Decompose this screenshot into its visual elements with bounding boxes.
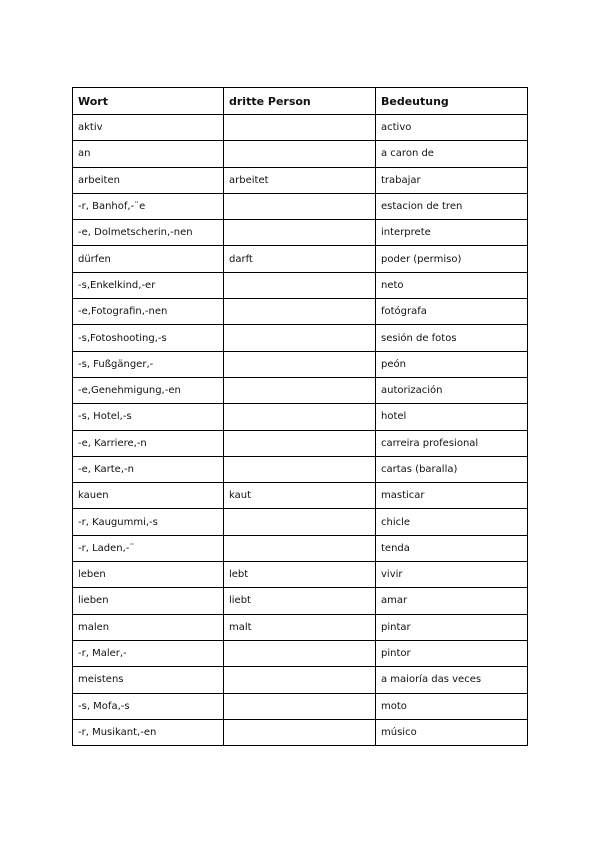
cell-wort: arbeiten (73, 167, 224, 193)
vocabulary-table (72, 87, 528, 746)
cell-dritte-person (224, 299, 376, 325)
cell-bedeutung: fotógrafa (376, 299, 528, 325)
cell-bedeutung: peón (376, 351, 528, 377)
cell-wort: -s, Hotel,-s (73, 404, 224, 430)
cell-dritte-person (224, 115, 376, 141)
cell-bedeutung: autorización (376, 377, 528, 403)
cell-dritte-person: kaut (224, 483, 376, 509)
cell-dritte-person (224, 404, 376, 430)
cell-dritte-person (224, 325, 376, 351)
cell-wort: aktiv (73, 115, 224, 141)
cell-dritte-person (224, 141, 376, 167)
cell-dritte-person: liebt (224, 588, 376, 614)
cell-dritte-person: lebt (224, 562, 376, 588)
cell-bedeutung: estacion de tren (376, 193, 528, 219)
cell-wort: leben (73, 562, 224, 588)
header-wort: Wort (73, 88, 224, 115)
cell-dritte-person (224, 430, 376, 456)
table-row (73, 351, 528, 377)
header-bedeutung: Bedeutung (376, 88, 528, 115)
table-row (73, 141, 528, 167)
cell-wort: -s,Enkelkind,-er (73, 272, 224, 298)
table-row (73, 562, 528, 588)
cell-wort: -s,Fotoshooting,-s (73, 325, 224, 351)
table-row (73, 456, 528, 482)
table-row (73, 272, 528, 298)
header-dritte-person: dritte Person (224, 88, 376, 115)
table-row (73, 430, 528, 456)
cell-dritte-person (224, 351, 376, 377)
cell-bedeutung: pintar (376, 614, 528, 640)
cell-bedeutung: neto (376, 272, 528, 298)
cell-bedeutung: activo (376, 115, 528, 141)
table-row (73, 693, 528, 719)
cell-bedeutung: sesión de fotos (376, 325, 528, 351)
cell-bedeutung: hotel (376, 404, 528, 430)
cell-bedeutung: pintor (376, 640, 528, 666)
cell-bedeutung: interprete (376, 220, 528, 246)
cell-dritte-person: malt (224, 614, 376, 640)
table-row (73, 483, 528, 509)
table-row (73, 167, 528, 193)
cell-dritte-person (224, 509, 376, 535)
cell-wort: dürfen (73, 246, 224, 272)
cell-bedeutung: a caron de (376, 141, 528, 167)
cell-dritte-person (224, 667, 376, 693)
table-row (73, 640, 528, 666)
cell-dritte-person (224, 220, 376, 246)
cell-wort: -e,Fotografin,-nen (73, 299, 224, 325)
cell-dritte-person (224, 272, 376, 298)
cell-dritte-person: arbeitet (224, 167, 376, 193)
table-row (73, 509, 528, 535)
cell-wort: -r, Maler,- (73, 640, 224, 666)
cell-wort: kauen (73, 483, 224, 509)
cell-dritte-person (224, 193, 376, 219)
cell-bedeutung: poder (permiso) (376, 246, 528, 272)
table-row (73, 246, 528, 272)
table-body (73, 115, 528, 746)
table-row (73, 535, 528, 561)
table-row (73, 220, 528, 246)
cell-dritte-person (224, 719, 376, 745)
cell-wort: malen (73, 614, 224, 640)
cell-wort: -r, Laden,-¨ (73, 535, 224, 561)
table-row (73, 377, 528, 403)
cell-bedeutung: moto (376, 693, 528, 719)
table-row (73, 588, 528, 614)
cell-wort: -s, Fußgänger,- (73, 351, 224, 377)
cell-dritte-person (224, 640, 376, 666)
cell-wort: -e, Karte,-n (73, 456, 224, 482)
table-row (73, 667, 528, 693)
cell-bedeutung: amar (376, 588, 528, 614)
cell-bedeutung: trabajar (376, 167, 528, 193)
cell-wort: -e, Dolmetscherin,-nen (73, 220, 224, 246)
cell-dritte-person (224, 535, 376, 561)
table-row (73, 614, 528, 640)
cell-dritte-person (224, 377, 376, 403)
table-row (73, 115, 528, 141)
cell-bedeutung: carreira profesional (376, 430, 528, 456)
cell-bedeutung: vivir (376, 562, 528, 588)
cell-bedeutung: cartas (baralla) (376, 456, 528, 482)
cell-wort: an (73, 141, 224, 167)
cell-wort: -e,Genehmigung,-en (73, 377, 224, 403)
cell-wort: lieben (73, 588, 224, 614)
cell-dritte-person (224, 693, 376, 719)
table-header-row (73, 88, 528, 115)
cell-dritte-person: darft (224, 246, 376, 272)
table-row (73, 299, 528, 325)
cell-wort: meistens (73, 667, 224, 693)
table-row (73, 404, 528, 430)
cell-bedeutung: chicle (376, 509, 528, 535)
cell-wort: -s, Mofa,-s (73, 693, 224, 719)
cell-wort: -r, Kaugummi,-s (73, 509, 224, 535)
cell-dritte-person (224, 456, 376, 482)
cell-bedeutung: músico (376, 719, 528, 745)
table-row (73, 719, 528, 745)
cell-wort: -r, Banhof,-¨e (73, 193, 224, 219)
cell-wort: -e, Karriere,-n (73, 430, 224, 456)
table-row (73, 325, 528, 351)
cell-bedeutung: tenda (376, 535, 528, 561)
cell-bedeutung: a maioría das veces (376, 667, 528, 693)
cell-wort: -r, Musikant,-en (73, 719, 224, 745)
table-row (73, 193, 528, 219)
cell-bedeutung: masticar (376, 483, 528, 509)
